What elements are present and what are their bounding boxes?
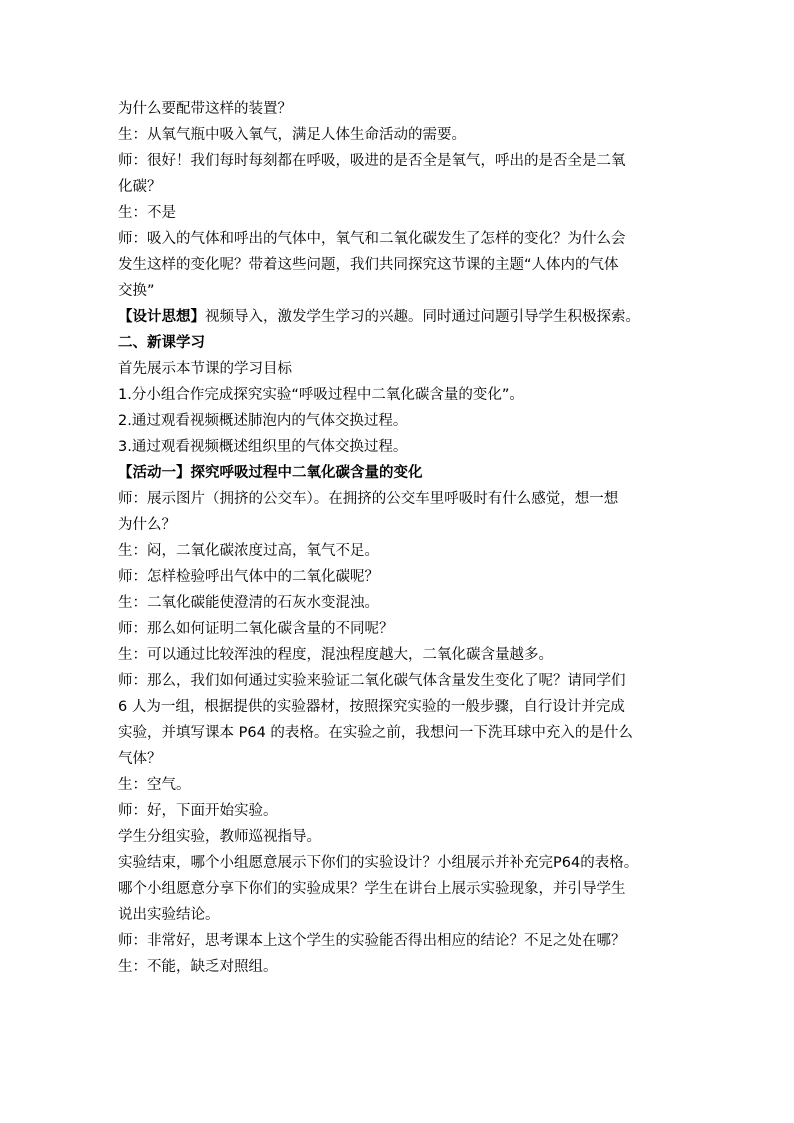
text-line: 生：可以通过比较浑浊的程度，混浊程度越大，二氧化碳含量越多。: [118, 647, 553, 663]
text-line: 为什么？: [118, 517, 176, 533]
text-line: 气体？: [118, 751, 162, 767]
text-line: 学生分组实验，教师巡视指导。: [118, 829, 321, 845]
text-line: 师：那么，我们如何通过实验来验证二氧化碳气体含量发生变化了呢？请同学们: [118, 673, 626, 689]
text-line: 实验结束，哪个小组愿意展示下你们的实验设计？小组展示并补充完P64的表格。: [118, 855, 639, 871]
text-line: 生：闷，二氧化碳浓度过高，氧气不足。: [118, 543, 379, 559]
text-line: 化碳？: [118, 179, 162, 195]
text-line: 师：很好！我们每时每刻都在呼吸，吸进的是否全是氧气，呼出的是否全是二氧: [118, 153, 626, 169]
objective-item: 3.通过观看视频概述组织里的气体交换过程。: [118, 439, 408, 455]
text-line: 6 人为一组，根据提供的实验器材，按照探究实验的一般步骤，自行设计并完成: [118, 699, 625, 715]
text-line: 师：非常好，思考课本上这个学生的实验能否得出相应的结论？不足之处在哪？: [118, 933, 626, 949]
text-line: 为什么要配带这样的装置？: [118, 101, 292, 117]
text-line: 师：好，下面开始实验。: [118, 803, 278, 819]
activity-heading: 【活动一】探究呼吸过程中二氧化碳含量的变化: [118, 465, 423, 481]
document-page: [118, 96, 688, 980]
text-line: 实验，并填写课本 P64 的表格。在实验之前，我想问一下洗耳球中充入的是什么: [118, 725, 633, 741]
objective-item: 2.通过观看视频概述肺泡内的气体交换过程。: [118, 413, 408, 429]
text-line: 发生这样的变化呢？带着这些问题，我们共同探究这节课的主题“人体内的气体: [118, 257, 619, 273]
text-line: 师：展示图片（拥挤的公交车）。在拥挤的公交车里呼吸时有什么感觉，想一想: [118, 491, 619, 507]
text-line: 生：从氧气瓶中吸入氧气，满足人体生命活动的需要。: [118, 127, 466, 143]
design-idea-label: 【设计思想】: [118, 309, 205, 325]
text-line: 师：吸入的气体和呼出的气体中，氧气和二氧化碳发生了怎样的变化？为什么会: [118, 231, 626, 247]
text-line: 生：空气。: [118, 777, 191, 793]
text-line: 师：那么如何证明二氧化碳含量的不同呢？: [118, 621, 394, 637]
text-line: 生：不能，缺乏对照组。: [118, 959, 278, 975]
design-idea-text: 视频导入，激发学生学习的兴趣。同时通过问题引导学生积极探索。: [205, 309, 640, 325]
section-heading: 二、新课学习: [118, 335, 205, 351]
text-line: 师：怎样检验呼出气体中的二氧化碳呢？: [118, 569, 379, 585]
text-line: 生：二氧化碳能使澄清的石灰水变混浊。: [118, 595, 379, 611]
text-line: 交换”: [118, 283, 155, 299]
text-line: 首先展示本节课的学习目标: [118, 361, 292, 377]
design-idea-line: [118, 304, 688, 330]
objective-item: 1.分小组合作完成探究实验“呼吸过程中二氧化碳含量的变化”。: [118, 387, 524, 403]
text-line: 生：不是: [118, 205, 176, 221]
text-line: 哪个小组愿意分享下你们的实验成果？学生在讲台上展示实验现象，并引导学生: [118, 881, 626, 897]
text-line: 说出实验结论。: [118, 907, 220, 923]
